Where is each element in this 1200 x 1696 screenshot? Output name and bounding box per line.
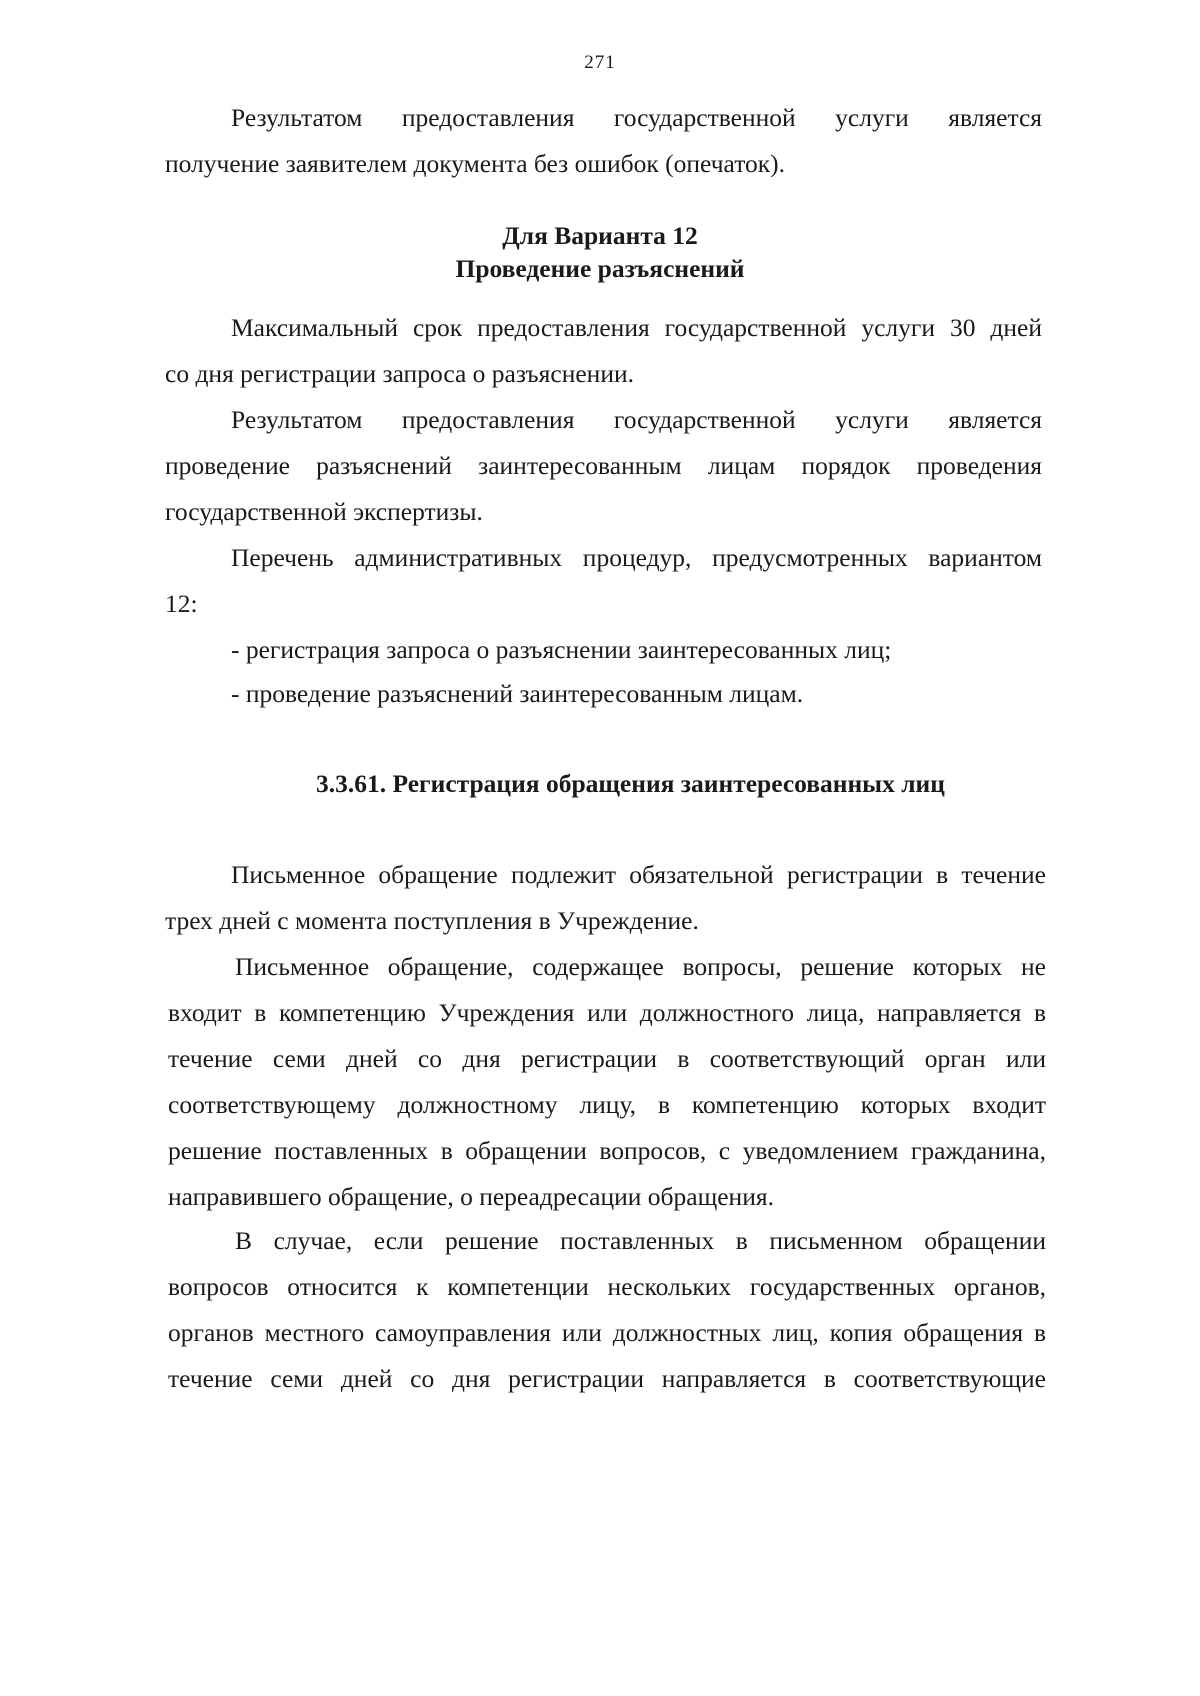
paragraph-line: Результатом предоставления государственной услуги является: [231, 103, 1042, 132]
paragraph-line: течение семи дней со дня регистрации направляется в соответствующие: [168, 1364, 1046, 1393]
paragraph-line: органов местного самоуправления или должностных лиц, копия обращения в: [168, 1318, 1046, 1347]
paragraph-line: Письменное обращение, содержащее вопросы, решение которых не: [235, 952, 1046, 981]
paragraph-line: получение заявителем документа без ошибок (опечаток).: [165, 149, 786, 178]
paragraph-line: Перечень административных процедур, предусмотренных вариантом: [231, 543, 1042, 572]
variant-heading: Для Варианта 12: [502, 221, 698, 250]
paragraph-line: со дня регистрации запроса о разъяснении.: [165, 359, 634, 388]
paragraph-line: решение поставленных в обращении вопросов, с уведомлением гражданина,: [168, 1136, 1046, 1165]
variant-subheading: Проведение разъяснений: [455, 254, 745, 283]
paragraph-line: течение семи дней со дня регистрации в соответствующий орган или: [168, 1044, 1046, 1073]
paragraph-line: входит в компетенцию Учреждения или должностного лица, направляется в: [168, 998, 1046, 1027]
paragraph-line: направившего обращение, о переадресации обращения.: [168, 1182, 774, 1211]
paragraph-line: Письменное обращение подлежит обязательной регистрации в течение: [231, 860, 1046, 889]
paragraph-line: трех дней с момента поступления в Учреждение.: [165, 906, 699, 935]
paragraph-line: 12:: [165, 589, 198, 618]
paragraph-line: проведение разъяснений заинтересованным лицам порядок проведения: [165, 451, 1042, 480]
paragraph-line: государственной экспертизы.: [165, 497, 483, 526]
list-item: - регистрация запроса о разъяснении заинтересованных лиц;: [231, 635, 892, 664]
paragraph-line: соответствующему должностному лицу, в компетенцию которых входит: [168, 1090, 1046, 1119]
list-item: - проведение разъяснений заинтересованным лицам.: [231, 679, 804, 708]
paragraph-line: вопросов относится к компетенции нескольких государственных органов,: [168, 1272, 1046, 1301]
paragraph-line: Результатом предоставления государственной услуги является: [231, 405, 1042, 434]
paragraph-line: В случае, если решение поставленных в письменном обращении: [235, 1226, 1046, 1255]
paragraph-line: Максимальный срок предоставления государственной услуги 30 дней: [231, 313, 1042, 342]
page-number: 271: [584, 52, 616, 73]
section-heading: 3.3.61. Регистрация обращения заинтересованных лиц: [316, 769, 945, 798]
